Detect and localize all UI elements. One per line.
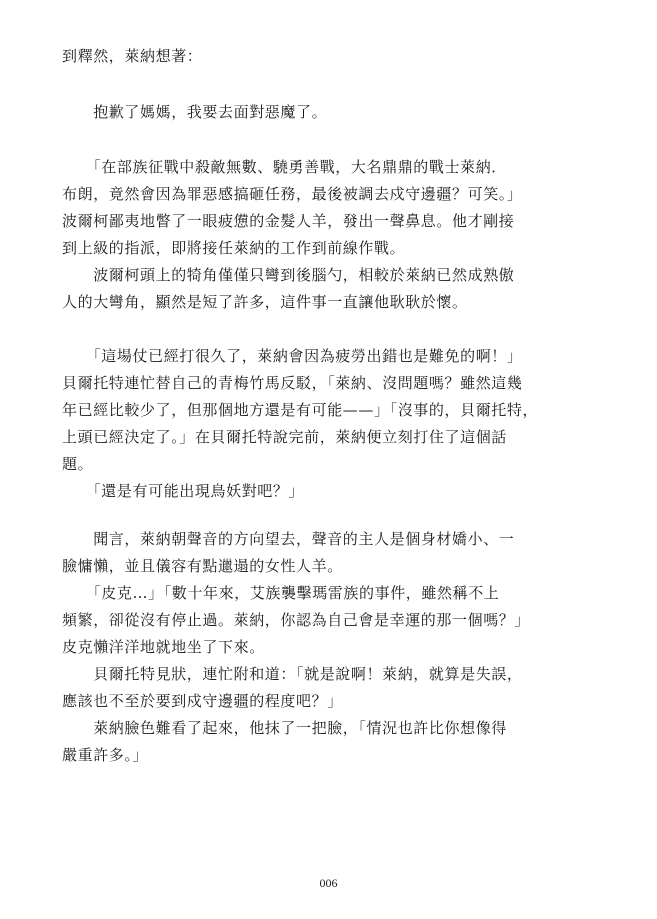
text-line: 年已經比較少了，但那個地方還是有可能——」「沒事的，貝爾托特，: [62, 401, 539, 419]
text-line: 到釋然，萊納想著：: [62, 47, 203, 65]
text-line: 貝爾托特見狀，連忙附和道：「就是說啊！萊納，就算是失誤，: [62, 665, 523, 683]
text-line: 波爾柯鄙夷地瞥了一眼疲憊的金髮人羊，發出一聲鼻息。他才剛接: [62, 212, 515, 230]
text-line: 題。: [62, 455, 94, 473]
text-line: 嚴重許多。」: [62, 746, 149, 764]
text-line: 「這場仗已經打很久了，萊納會因為疲勞出錯也是難免的啊！」: [62, 347, 523, 365]
page-number: 006: [319, 876, 338, 890]
text-line: 布朗，竟然會因為罪惡感搞砸任務，最後被調去戍守邊疆？可笑。」: [62, 185, 523, 203]
text-line: 應該也不至於要到戍守邊疆的程度吧？」: [62, 692, 343, 710]
text-line: 「還是有可能出現鳥妖對吧？」: [62, 482, 305, 500]
text-line: 皮克懶洋洋地就地坐了下來。: [62, 638, 265, 656]
text-line: 波爾柯頭上的犄角僅僅只彎到後腦勺，相較於萊納已然成熟傲: [62, 266, 515, 284]
text-line: 人的大彎角，顯然是短了許多，這件事一直讓他耿耿於懷。: [62, 293, 468, 311]
text-line: 「在部族征戰中殺敵無數、驍勇善戰，大名鼎鼎的戰士萊納．: [62, 158, 507, 176]
text-line: 萊納臉色難看了起來，他抹了一把臉，「情況也許比你想像得: [62, 719, 507, 737]
text-line: 臉慵懶，並且儀容有點邋遢的女性人羊。: [62, 557, 343, 575]
text-line: 聞言，萊納朝聲音的方向望去，聲音的主人是個身材嬌小、一: [62, 530, 515, 548]
text-line: 到上級的指派，即將接任萊納的工作到前線作戰。: [62, 239, 406, 257]
text-line: 貝爾托特連忙替自己的青梅竹馬反駁，「萊納、沒問題嗎？雖然這幾: [62, 374, 523, 392]
text-line: 上頭已經決定了。」在貝爾托特說完前，萊納便立刻打住了這個話: [62, 428, 507, 446]
text-line: 頻繁，卻從沒有停止過。萊納，你認為自己會是幸運的那一個嗎？」: [62, 611, 531, 629]
text-line: 抱歉了媽媽，我要去面對惡魔了。: [62, 103, 328, 121]
text-line: 「皮克…」「數十年來，艾族襲擊瑪雷族的事件，雖然稱不上: [62, 584, 500, 602]
